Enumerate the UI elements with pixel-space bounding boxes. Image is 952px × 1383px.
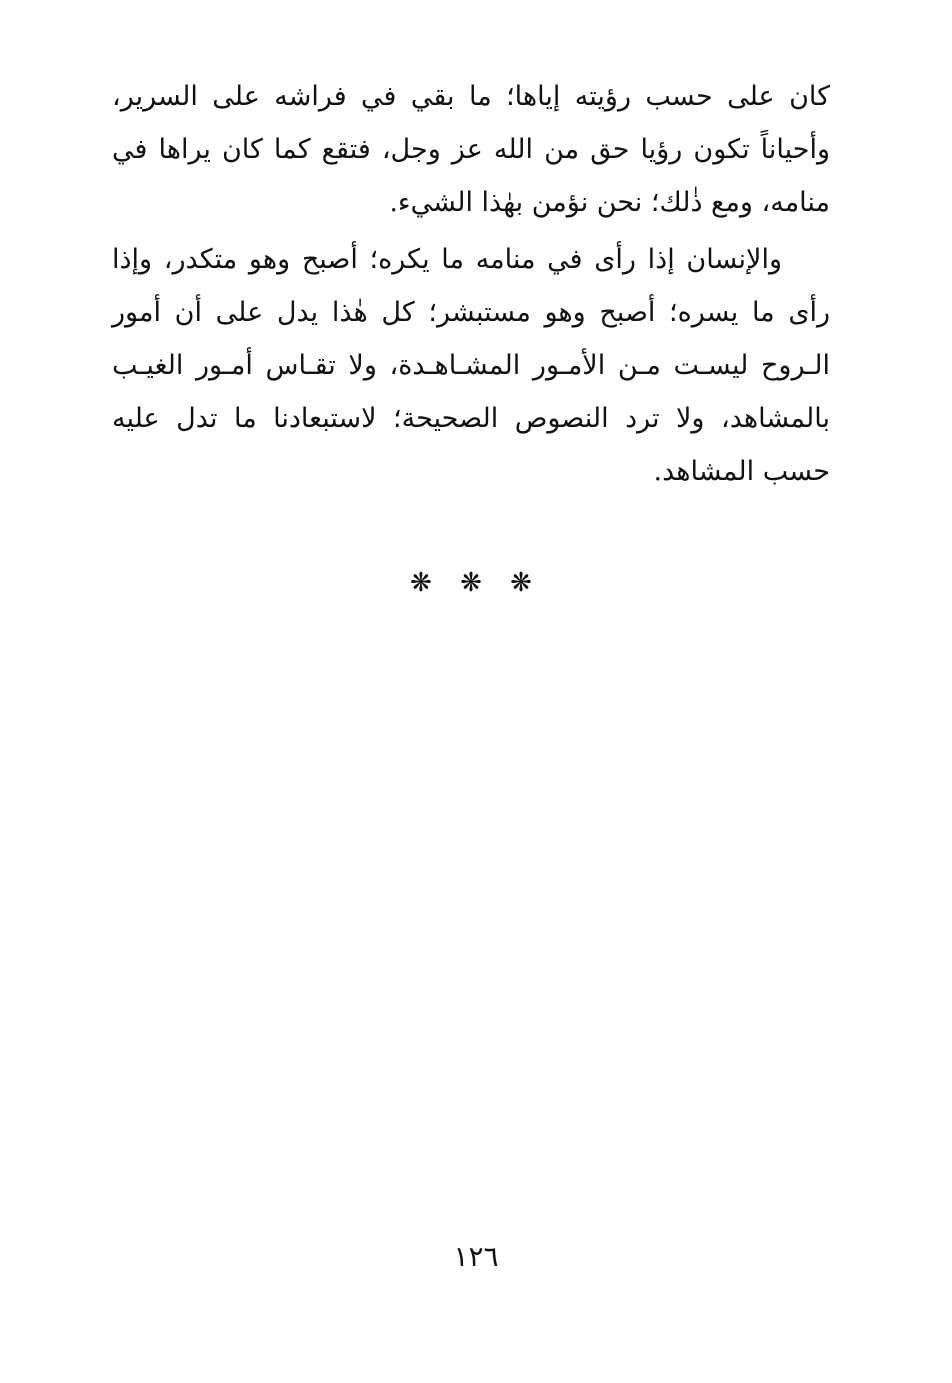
paragraph-line: رأى ما يسره؛ أصبح وهو مستبشر؛ كل هٰذا يدل على أن أمور — [112, 297, 830, 328]
paragraph-line: الـروح ليسـت مـن الأمـور المشـاهـدة، ولا تقـاس أمـور الغيـب — [112, 350, 830, 381]
paragraph-line: وأحياناً تكون رؤيا حق من الله عز وجل، فتقع كما كان يراها في — [112, 134, 830, 165]
body-text — [112, 70, 830, 498]
paragraph-2 — [112, 233, 830, 498]
section-separator: ❋ ❋ ❋ — [410, 568, 542, 598]
paragraph-1 — [112, 70, 830, 229]
paragraph-line: منامه، ومع ذٰلك؛ نحن نؤمن بهٰذا الشيء. — [389, 187, 830, 218]
page-number: ١٢٦ — [453, 1240, 499, 1273]
paragraph-line: بالمشاهد، ولا ترد النصوص الصحيحة؛ لاستبعادنا ما تدل عليه — [112, 403, 830, 434]
paragraph-line: والإنسان إذا رأى في منامه ما يكره؛ أصبح وهو متكدر، وإذا — [112, 244, 782, 275]
paragraph-line: حسب المشاهد. — [653, 456, 830, 487]
paragraph-line: كان على حسب رؤيته إياها؛ ما بقي في فراشه على السرير، — [112, 81, 830, 112]
